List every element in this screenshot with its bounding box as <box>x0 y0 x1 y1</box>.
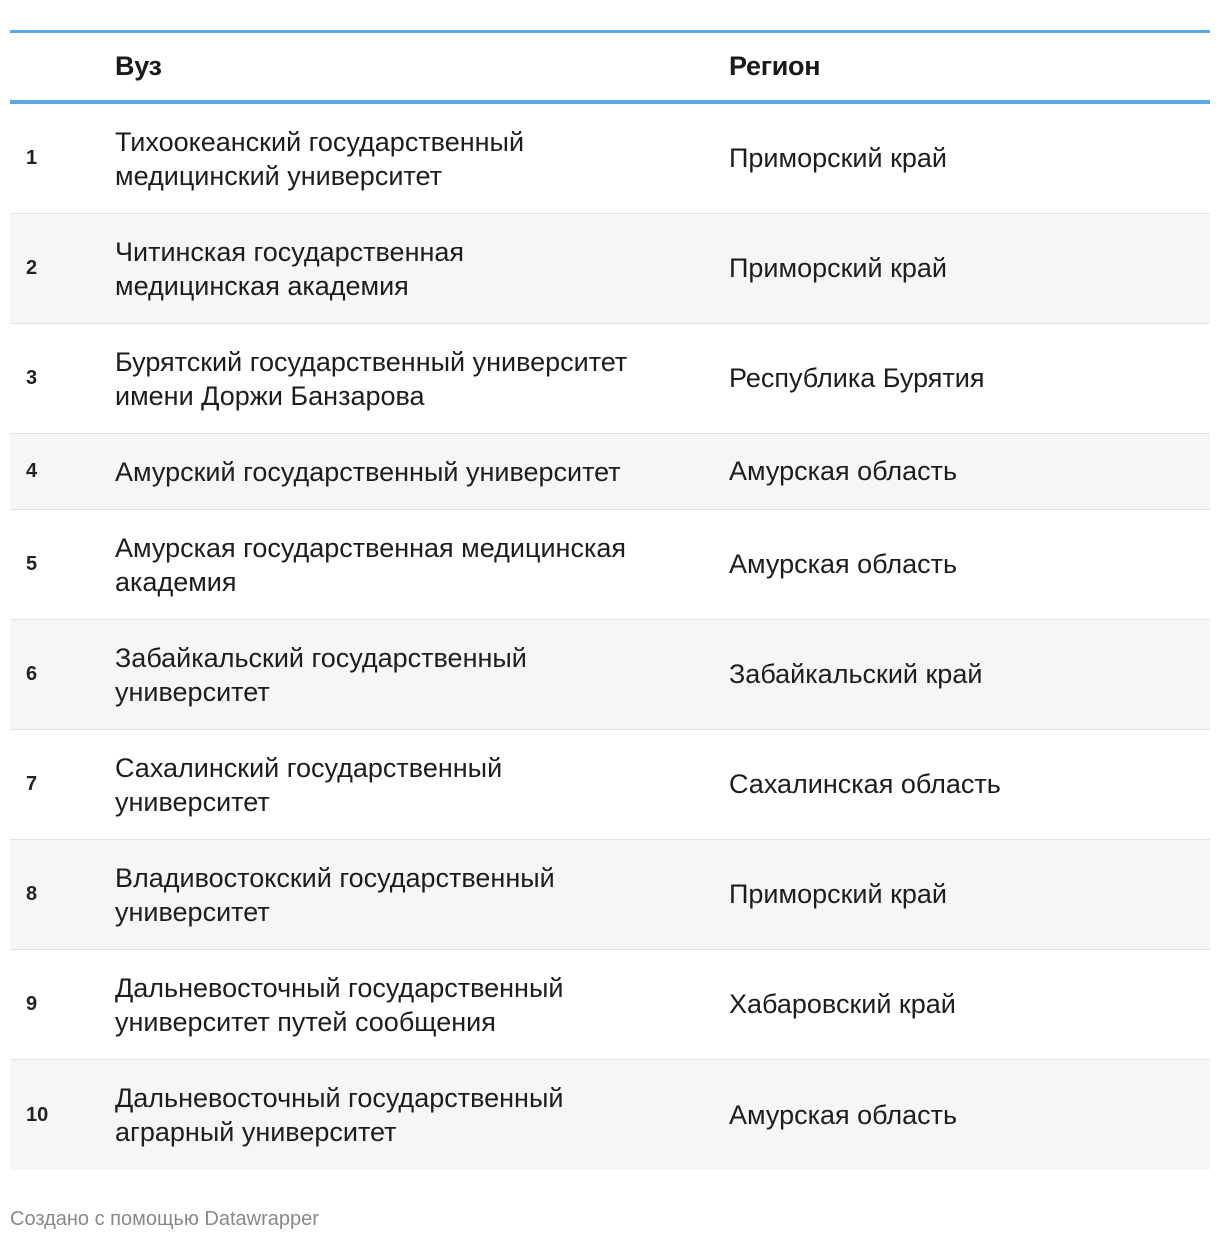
row-vuz <box>115 531 729 599</box>
row-vuz-line: Дальневосточный государственный <box>115 1083 564 1113</box>
row-vuz <box>115 345 729 413</box>
row-vuz <box>115 861 729 929</box>
row-vuz-line: Забайкальский государственный <box>115 642 527 673</box>
row-rank: 7 <box>26 773 38 795</box>
row-region: Республика Бурятия <box>729 363 985 393</box>
row-vuz-line: Читинская государственная <box>115 236 465 267</box>
row-vuz-line: университет путей сообщения <box>115 1006 496 1037</box>
row-region: Сахалинская область <box>729 769 1001 799</box>
row-rank: 10 <box>26 1103 49 1126</box>
row-region: Приморский край <box>729 143 948 173</box>
row-vuz-line: аграрный университет <box>115 1117 397 1147</box>
row-vuz-line: Дальневосточный государственный <box>115 972 564 1003</box>
table-row <box>10 1060 1210 1170</box>
row-rank: 5 <box>26 553 38 575</box>
row-vuz <box>115 751 729 819</box>
row-vuz <box>115 125 729 193</box>
row-vuz-line: медицинская академия <box>115 270 409 301</box>
row-vuz <box>115 235 729 303</box>
header-vuz: Вуз <box>115 51 162 81</box>
row-vuz-line: университет <box>115 676 270 707</box>
table-row <box>10 214 1210 324</box>
row-vuz-line: медицинский университет <box>115 160 442 191</box>
row-vuz-line: университет <box>115 786 270 817</box>
table-row <box>10 104 1210 214</box>
table-row <box>10 840 1210 950</box>
row-vuz-line: Амурский государственный университет <box>115 456 621 487</box>
table-row <box>10 730 1210 840</box>
row-region: Хабаровский край <box>729 989 956 1019</box>
row-vuz-line: Сахалинский государственный <box>115 752 503 783</box>
row-rank: 6 <box>26 663 38 685</box>
table-row <box>10 950 1210 1060</box>
row-rank: 9 <box>26 993 38 1015</box>
table-row <box>10 324 1210 434</box>
row-region: Забайкальский край <box>729 659 983 689</box>
row-region: Приморский край <box>729 253 948 283</box>
row-vuz-line: Владивостокский государственный <box>115 862 555 893</box>
row-rank: 4 <box>26 460 38 482</box>
universities-table <box>10 30 1210 1170</box>
row-vuz-line: Амурская государственная медицинская <box>115 532 626 563</box>
datawrapper-credit: Создано с помощью Datawrapper <box>10 1208 319 1230</box>
row-vuz-line: академия <box>115 566 237 597</box>
row-vuz <box>115 1081 729 1149</box>
row-vuz <box>115 641 729 709</box>
row-vuz-line: университет <box>115 896 270 927</box>
header-region: Регион <box>729 51 821 81</box>
row-region: Амурская область <box>729 549 958 579</box>
row-region: Амурская область <box>729 1099 958 1130</box>
row-vuz <box>115 455 729 489</box>
table-row <box>10 510 1210 620</box>
table-row <box>10 434 1210 510</box>
row-vuz-line: Тихоокеанский государственный <box>115 126 525 157</box>
row-vuz-line: имени Доржи Банзарова <box>115 380 425 411</box>
row-rank: 8 <box>26 883 38 905</box>
row-rank: 1 <box>26 147 38 169</box>
table-row <box>10 620 1210 730</box>
row-rank: 2 <box>26 257 38 279</box>
row-region: Приморский край <box>729 879 948 909</box>
row-vuz-line: Бурятский государственный университет <box>115 346 628 377</box>
row-rank: 3 <box>26 367 38 389</box>
table-header-row <box>10 33 1210 104</box>
row-region: Амурская область <box>729 456 958 486</box>
row-vuz <box>115 971 729 1039</box>
